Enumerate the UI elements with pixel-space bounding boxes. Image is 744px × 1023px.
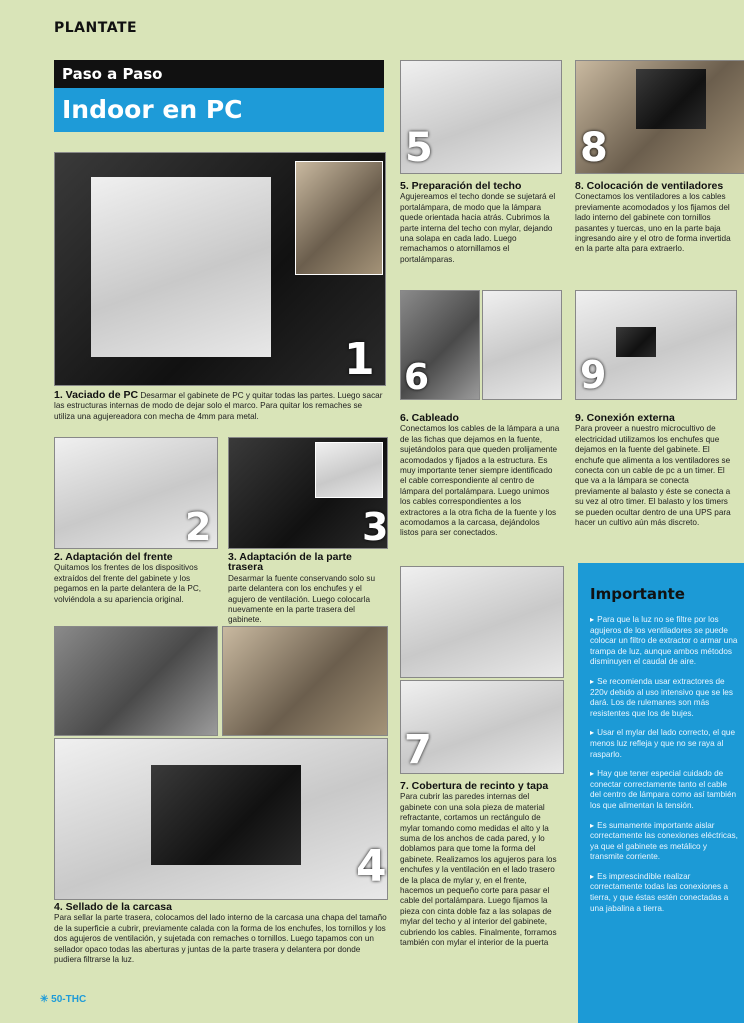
step-number-8: 8	[580, 125, 608, 171]
kicker: Paso a Paso	[54, 60, 384, 88]
photo-step-4b-riveter	[222, 626, 388, 736]
bullet-icon: ▸	[590, 615, 595, 624]
importante-item: ▸ Es sumamente importante aislar correctamente las conexiones eléctricas, ya que el gabinete es metálico y transmite corriente.	[590, 820, 738, 862]
caption-step-9	[575, 413, 735, 528]
importante-item: ▸ Para que la luz no se filtre por los agujeros de los ventiladores se puede colocar un filtro de extractor o armar una trampa de luz, aunque ambos métodos disminuyen el caudal de aire.	[590, 615, 738, 667]
step-number-6: 6	[404, 357, 430, 398]
bullet-icon: ▸	[590, 769, 595, 779]
bullet-icon: ▸	[590, 676, 595, 686]
photo-step-6b	[482, 290, 562, 400]
importante-item: ▸ Hay que tener especial cuidado de conectar correctamente tanto el cable del centro de lámpara como así también los que alimentan la tensión.	[590, 769, 737, 810]
caption-heading-4: 4. Sellado de la carcasa	[54, 901, 172, 913]
step-number-3: 3	[362, 505, 389, 549]
page-number: 50-THC	[51, 994, 87, 1005]
photo-step-1	[54, 152, 386, 386]
caption-text-2: Quitamos los frentes de los dispositivos extraídos del frente del gabinete y los pegamos en la parte delantera de la PC, volviéndola a su apariencia original.	[54, 563, 202, 604]
importante-list	[590, 615, 738, 923]
drill-image	[295, 161, 383, 275]
importante-box	[578, 563, 744, 1023]
step-number-9: 9	[580, 353, 607, 397]
caption-heading-1: 1. Vaciado de PC	[54, 389, 139, 401]
caption-heading-9: 9. Conexión externa	[575, 412, 675, 424]
caption-step-8	[575, 181, 735, 255]
caption-heading-8: 8. Colocación de ventiladores	[575, 180, 724, 192]
importante-item: ▸ Es imprescindible realizar correctamente todas las conexiones a tierra, y que éstas estén conectadas a una jabalina a tierra.	[590, 871, 729, 913]
page-title: Indoor en PC	[54, 88, 384, 132]
bullet-icon: ▸	[590, 728, 595, 738]
case-interior-image	[151, 765, 301, 865]
importante-item: ▸ Se recomienda usar extractores de 220v debido al uso intensivo que se les dará. Los de rulemanes son más resistentes que los de bujes.	[590, 676, 733, 718]
caption-step-3	[228, 552, 386, 626]
step-number-1: 1	[344, 334, 375, 385]
bullet-icon: ▸	[590, 820, 595, 830]
step-number-5: 5	[405, 125, 433, 171]
photo-step-4a	[54, 626, 218, 736]
caption-text-4: Para sellar la parte trasera, colocamos del lado interno de la carcasa una chapa del tamaño de la superficie a cubrir, previamente calada con la forma de los enchufes, los tornillos y los dos agujeros de ventilación, y sujetada con remaches o tornillos. Luego tapamos con un sellador opaco todas las aberturas y juntas de la parte trasera y delantera por donde pudiera filtrarse la luz.	[54, 913, 387, 965]
step-number-7: 7	[404, 727, 432, 773]
photo-step-7a-mylar	[400, 566, 564, 678]
caption-heading-3: 3. Adaptación de la parte trasera	[228, 551, 352, 574]
caption-step-6	[400, 413, 560, 539]
importante-title: Importante	[590, 585, 685, 603]
caption-heading-5: 5. Preparación del techo	[400, 180, 522, 192]
caption-text-8: Conectamos los ventiladores a los cables previamente acomodados y los fijamos del lado interno del gabinete con tornillos pasantes y tuercas, uno en la parte baja ingresando aire y el otro de forma invertida en la parte alta para extraerlo.	[575, 192, 731, 254]
caption-step-7	[400, 781, 562, 949]
power-supply-image	[315, 442, 383, 498]
caption-heading-6: 6. Cableado	[400, 412, 459, 424]
step-number-2: 2	[185, 505, 212, 549]
caption-step-4	[54, 902, 388, 965]
plug-image	[616, 327, 656, 357]
caption-text-6: Conectamos los cables de la lámpara a una de las fichas que dejamos en la fuente, sujetándolos para que queden prolijamente acomodados y fijados a la estructura. Es muy importante tener siempre identificado el cable correspondiente al centro de lámpara del portalámpara. Luego unimos los cables correspondientes a los extractores a la otra ficha de la fuente y los acomodamos a la carcasa, dejándolos listos para ser conectados.	[400, 424, 560, 538]
bullet-icon: ▸	[590, 871, 595, 881]
caption-text-5: Agujereamos el techo donde se sujetará el portalámpara, de modo que la lámpara quede orientada hacia atrás. Cubrimos la parte interna del techo con mylar, dejando una solapa en cada lado. Luego remachamos o atornillamos el portalámparas.	[400, 192, 556, 264]
caption-step-1	[54, 390, 384, 422]
section-header: PLANTATE	[54, 20, 138, 36]
caption-text-7: Para cubrir las paredes internas del gabinete con una sola pieza de material refractante, cortamos un rectángulo de mylar tomando como medidas el alto y la suma de los anchos de cada pared, y lo doblamos para que tome la forma del gabinete. Realizamos los agujeros para los enchufes y la ventilación en el lado trasero de la placa de mylar y, en el frente, hacemos un pequeño corte para pasar el cable del portalámpara. Luego fijamos la pieza con cinta doble faz a las solapas de mylar del techo y al interior del gabinete, cubriendo los cables. Finalmente, forramos también con mylar el interior de la puerta	[400, 792, 557, 948]
page-footer	[40, 994, 86, 1005]
photo-step-4c	[54, 738, 388, 900]
fan-image	[636, 69, 706, 129]
caption-step-5	[400, 181, 560, 265]
leaf-icon: ✳	[40, 994, 49, 1005]
caption-heading-2: 2. Adaptación del frente	[54, 551, 173, 563]
importante-item: ▸ Usar el mylar del lado correcto, el que menos luz refleja y que no se raya al rasparlo.	[590, 728, 736, 759]
caption-heading-7: 7. Cobertura de recinto y tapa	[400, 780, 549, 792]
caption-step-2	[54, 552, 216, 605]
caption-text-3: Desarmar la fuente conservando solo su parte delantera con los enchufes y el agujero de ventilación. Luego colocarla nuevamente en la parte trasera del gabinete.	[228, 573, 375, 625]
caption-text-9: Para proveer a nuestro microcultivo de electricidad utilizamos los enchufes que dejamos en la fuente del gabinete. El enchufe que alimenta a los ventiladores se conecta con un cable de pc a un timer. El que va a la lámpara se conecta previamente al balasto y éste se conecta a su vez al otro timer. El balasto y los timers se pueden ocultar dentro de una UPS para hacer un cultivo aún más discreto.	[575, 424, 731, 528]
caption-text-1: Desarmar el gabinete de PC y quitar todas las partes. Luego sacar las estructuras internas de modo de dejar solo el marco. Para quitar los remaches se utiliza una agujereadora con mecha de 4mm para metal.	[54, 391, 383, 421]
step-number-4: 4	[356, 841, 387, 892]
pc-case-frame-image	[91, 177, 271, 357]
